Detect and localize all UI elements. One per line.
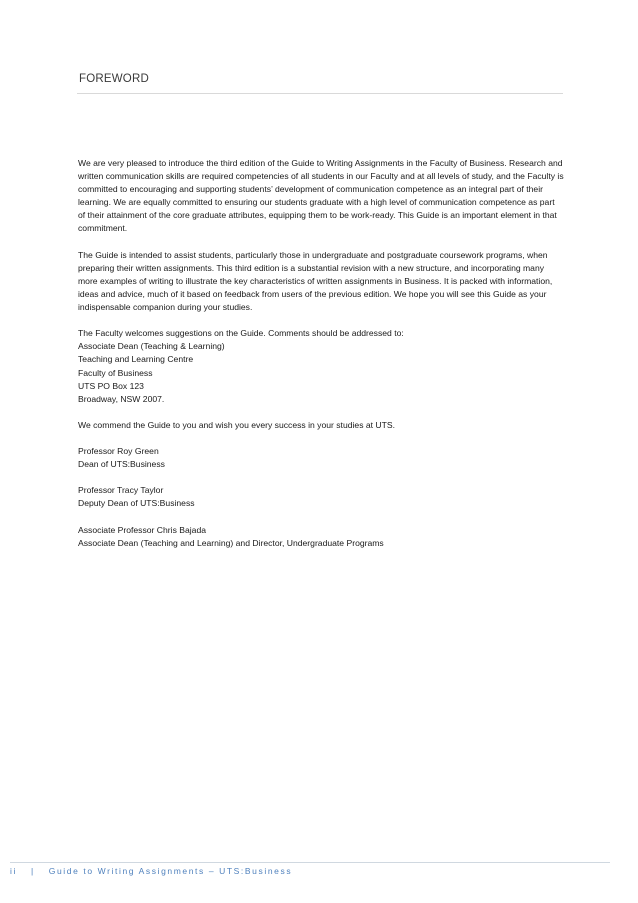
signatory-name: Professor Roy Green (78, 446, 159, 457)
address-line: Broadway, NSW 2007. (78, 393, 165, 404)
signatory-name: Associate Professor Chris Bajada (78, 524, 207, 535)
footer-separator: | (30, 866, 35, 876)
address-line: Faculty of Business (78, 367, 153, 378)
signatory-block (78, 484, 564, 510)
page-heading: FOREWORD (79, 73, 149, 85)
running-title: Guide to Writing Assignments – UTS:Business (48, 866, 293, 876)
address-intro: The Faculty welcomes suggestions on the Guide. Comments should be addressed to: (78, 328, 404, 339)
body-paragraph-1: We are very pleased to introduce the third edition of the Guide to Writing Assignments in the Faculty of Business. Research and written communication skills are required competencies of all students in our Faculty and at all levels of study, and the Faculty is committed to encouraging and supporting students’ development of communication competence as an integral part of their learning. We are equally committed to ensuring our students graduate with a high level of communication competence as part of their attainment of the core graduate attributes, equipping them to be work-ready. This Guide is an important element in that commitment. (78, 158, 564, 234)
signatory-block (78, 524, 564, 550)
closing-sentence: We commend the Guide to you and wish you every success in your studies at UTS. (78, 419, 396, 430)
signatory-name: Professor Tracy Taylor (78, 485, 164, 496)
heading-divider (77, 93, 563, 94)
page-footer (10, 866, 292, 876)
signatory-role: Deputy Dean of UTS:Business (78, 498, 195, 509)
footer-divider (10, 862, 610, 863)
address-line: Associate Dean (Teaching & Learning) (78, 341, 225, 352)
address-block (78, 327, 564, 406)
signatory-role: Dean of UTS:Business (78, 459, 165, 470)
address-line: Teaching and Learning Centre (78, 354, 194, 365)
body-paragraph-2: The Guide is intended to assist students, particularly those in undergraduate and postgraduate coursework programs, when preparing their written assignments. This third edition is a substantial revision with a new structure, and incorporating many more examples of writing to illustrate the key characteristics of written assignments in Business. It is packed with information, ideas and advice, much of it based on feedback from users of the previous edition. We hope you will see this Guide as your indispensable companion during your studies. (78, 249, 553, 313)
address-line: UTS PO Box 123 (78, 380, 144, 391)
page-number: ii (10, 866, 17, 876)
document-body (78, 157, 564, 563)
signatory-role: Associate Dean (Teaching and Learning) and Director, Undergraduate Programs (78, 537, 384, 548)
signatory-block (78, 445, 564, 471)
